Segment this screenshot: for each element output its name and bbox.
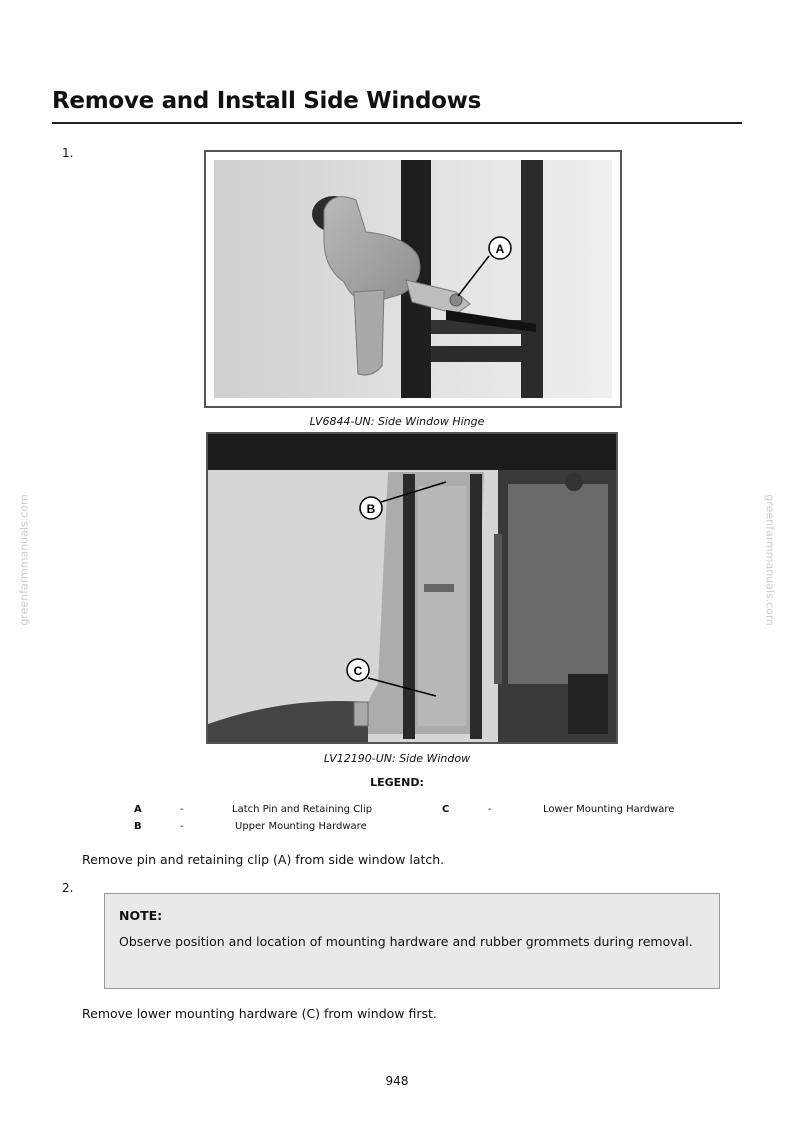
legend-sep-b: - [180, 821, 184, 832]
note-heading: NOTE: [119, 908, 163, 923]
legend-sep-c: - [488, 804, 492, 815]
legend-key-c: C [442, 804, 450, 815]
legend-key-b: B [134, 821, 142, 832]
page-title: Remove and Install Side Windows [52, 88, 482, 114]
note-body: Observe position and location of mounting hardware and rubber grommets during removal. [119, 934, 693, 949]
watermark-right: greenfarmmanuals.com [763, 494, 777, 626]
step-1-number: 1. [62, 146, 74, 160]
watermark-left: greenfarmmanuals.com [17, 494, 31, 626]
side-window-photo [208, 434, 616, 742]
figure-1-caption: LV6844-UN: Side Window Hinge [309, 415, 485, 428]
step-2-number: 2. [62, 881, 74, 895]
step-2-instruction: Remove lower mounting hardware (C) from window first. [82, 1006, 437, 1021]
legend-title: LEGEND: [370, 776, 424, 789]
legend-label-c: Lower Mounting Hardware [543, 804, 675, 815]
figure-side-window-hinge [204, 150, 622, 408]
figure-side-window [206, 432, 618, 744]
legend-label-b: Upper Mounting Hardware [235, 821, 367, 832]
note-box [104, 893, 720, 989]
figure-2-caption: LV12190-UN: Side Window [323, 752, 471, 765]
step-1-instruction: Remove pin and retaining clip (A) from side window latch. [82, 852, 445, 867]
callout-a-label: A [495, 242, 505, 256]
legend-sep-a: - [180, 804, 184, 815]
hinge-photo [206, 152, 620, 406]
legend-key-a: A [134, 804, 142, 815]
callout-c-label: C [353, 664, 363, 678]
callout-b-label: B [366, 502, 376, 516]
title-rule [52, 122, 742, 124]
page-number: 948 [385, 1074, 409, 1088]
legend-label-a: Latch Pin and Retaining Clip [232, 804, 373, 815]
